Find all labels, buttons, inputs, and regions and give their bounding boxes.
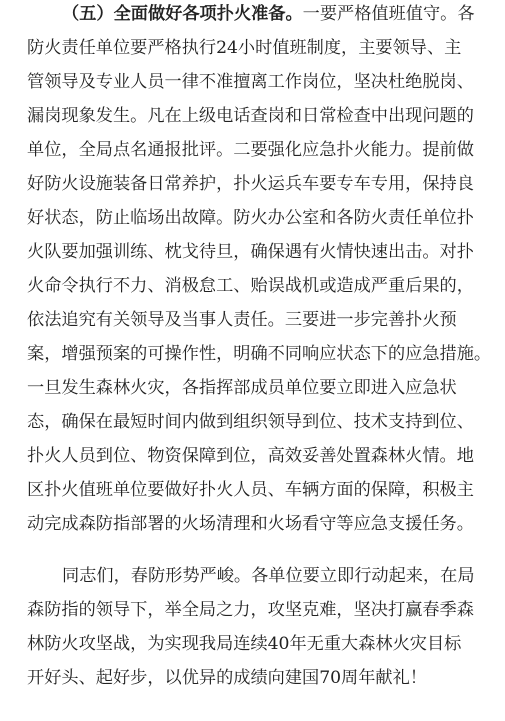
- paragraph-line: 火命令执行不力、消极怠工、贻误战机或造成严重后果的，: [27, 276, 474, 296]
- paragraph-line: 好状态，防止临场出故障。防火办公室和各防火责任单位扑: [27, 208, 474, 228]
- paragraph-line: 同志们，春防形势严峻。各单位要立即行动起来，在局: [62, 566, 475, 586]
- paragraph-line: 林防火攻坚战，为实现我局连续40年无重大森林火灾目标: [27, 634, 462, 654]
- section-heading: （五）全面做好各项扑火准备。: [62, 4, 303, 24]
- paragraph-line: 单位，全局点名通报批评。二要强化应急扑火能力。提前做: [27, 140, 474, 160]
- paragraph-line: 好防火设施装备日常养护，扑火运兵车要专车专用，保持良: [27, 174, 474, 194]
- paragraph-line: 一旦发生森林火灾，各指挥部成员单位要立即进入应急状: [27, 378, 457, 398]
- paragraph-line: 开好头、起好步，以优异的成绩向建国70周年献礼！: [27, 668, 427, 688]
- paragraph-line: 态，确保在最短时间内做到组织领导到位、技术支持到位、: [27, 412, 474, 432]
- paragraph-line: 区扑火值班单位要做好扑火人员、车辆方面的保障，积极主: [27, 480, 474, 500]
- paragraph-line: 漏岗现象发生。凡在上级电话查岗和日常检查中出现问题的: [27, 106, 474, 126]
- paragraph-line: 动完成森防指部署的火场清理和火场看守等应急支援任务。: [27, 514, 474, 534]
- paragraph-line: 依法追究有关领导及当事人责任。三要进一步完善扑火预: [27, 310, 457, 330]
- paragraph-line: 扑火人员到位、物资保障到位，高效妥善处置森林火情。地: [27, 446, 474, 466]
- paragraph-line: 火队要加强训练、枕戈待旦，确保遇有火情快速出击。对扑: [27, 242, 474, 262]
- paragraph-line: 森防指的领导下，举全局之力，攻坚克难，坚决打赢春季森: [27, 600, 474, 620]
- paragraph-line: [0, 0, 505, 28]
- text-segment: 一要严格值班值守。各: [302, 4, 475, 24]
- paragraph-line: 管领导及专业人员一律不准擅离工作岗位，坚决杜绝脱岗、: [27, 72, 474, 92]
- paragraph-line: 防火责任单位要严格执行24小时值班制度，主要领导、主: [27, 38, 462, 58]
- paragraph-line: 案，增强预案的可操作性，明确不同响应状态下的应急措施。: [27, 344, 492, 364]
